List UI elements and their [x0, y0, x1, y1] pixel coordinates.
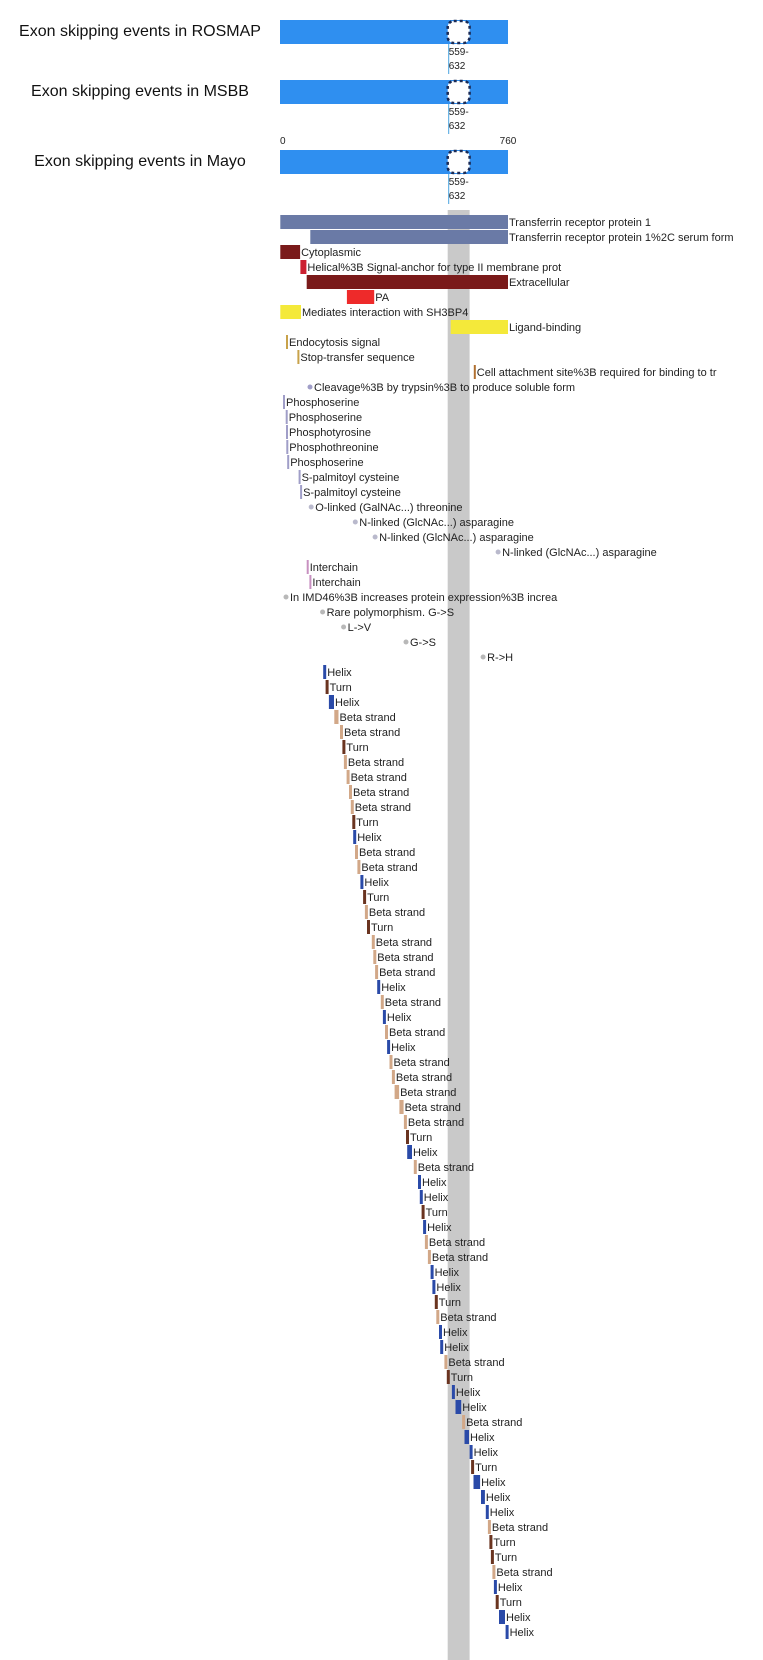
feature-label: Phosphoserine	[290, 457, 364, 469]
feature-label: Turn	[356, 817, 379, 829]
feature-label: Helix	[462, 1402, 487, 1414]
feature-label: Beta strand	[417, 1162, 475, 1174]
feature-label: Beta strand	[377, 952, 434, 964]
feature-label: R->H	[487, 652, 514, 664]
feature-bar	[357, 860, 360, 874]
feature-label: Beta strand	[350, 772, 407, 784]
feature-bar	[323, 665, 326, 679]
feature-bar	[351, 800, 354, 814]
feature-bar	[383, 1010, 386, 1024]
feature-bar	[431, 1265, 434, 1279]
feature-label: O-linked (GalNAc...) threonine	[315, 502, 463, 514]
feature-label: Beta strand	[400, 1087, 457, 1099]
feature-label: Beta strand	[344, 727, 401, 739]
feature-bar	[451, 320, 508, 334]
feature-label: Turn	[425, 1207, 448, 1219]
feature-bar	[494, 1580, 497, 1594]
exon-end-label: 632	[448, 61, 466, 72]
feature-label: Turn	[494, 1552, 518, 1564]
exon-start-label: 559-	[448, 177, 469, 188]
exon-start-label: 559-	[448, 107, 469, 118]
feature-label: Beta strand	[395, 1072, 453, 1084]
feature-label: Helix	[422, 1177, 447, 1189]
exon-skip-region	[448, 81, 470, 103]
feature-label: Helix	[391, 1042, 416, 1054]
feature-bar	[280, 215, 508, 229]
feature-bar	[280, 305, 301, 319]
feature-dot	[308, 385, 313, 390]
feature-label: Turn	[410, 1132, 433, 1144]
feature-label: N-linked (GlcNAc...) asparagine	[359, 517, 514, 529]
feature-tick	[286, 440, 288, 454]
feature-label: Turn	[493, 1537, 516, 1549]
feature-bar	[334, 710, 338, 724]
feature-label: Helix	[413, 1147, 438, 1159]
feature-bar	[420, 1190, 423, 1204]
feature-label: Helix	[443, 1327, 468, 1339]
exon-skip-region	[448, 21, 470, 43]
feature-bar	[280, 245, 300, 259]
feature-label: Interchain	[309, 562, 359, 574]
feature-bar	[352, 815, 355, 829]
feature-label: Cytoplasmic	[301, 247, 362, 259]
feature-label: Beta strand	[368, 907, 426, 919]
feature-tick	[474, 365, 476, 379]
feature-label: Ligand-binding	[509, 322, 582, 334]
feature-label: Beta strand	[359, 847, 416, 859]
feature-bar	[390, 1055, 393, 1069]
feature-bar	[439, 1325, 442, 1339]
feature-dot	[341, 625, 346, 630]
feature-label: Beta strand	[347, 757, 405, 769]
feature-label: N-linked (GlcNAc...) asparagine	[502, 547, 657, 559]
feature-bar	[392, 1070, 395, 1084]
exon-end-label: 632	[448, 121, 466, 132]
feature-label: Helix	[357, 832, 382, 844]
feature-label: Turn	[438, 1297, 462, 1309]
feature-bar	[456, 1400, 462, 1414]
feature-label: Helix	[506, 1612, 531, 1624]
feature-bar	[340, 725, 343, 739]
feature-label: Helix	[436, 1282, 461, 1294]
feature-tick	[286, 410, 288, 424]
feature-tick	[283, 395, 285, 409]
feature-tick	[307, 560, 309, 574]
feature-tick	[300, 485, 302, 499]
feature-bar	[447, 1370, 450, 1384]
feature-label: Helix	[489, 1507, 515, 1519]
feature-bar	[307, 275, 508, 289]
feature-label: Beta strand	[361, 862, 418, 874]
feature-bar	[344, 755, 347, 769]
feature-bar	[444, 1355, 447, 1369]
feature-label: Helix	[455, 1387, 481, 1399]
scale-start-label: 0	[280, 136, 286, 147]
feature-bar	[418, 1175, 421, 1189]
feature-label: Beta strand	[496, 1567, 553, 1579]
protein-bar	[280, 150, 508, 174]
exon-start-label: 559-	[448, 47, 469, 58]
feature-tick	[297, 350, 299, 364]
feature-label: Beta strand	[440, 1312, 497, 1324]
feature-bar	[406, 1130, 409, 1144]
feature-bar	[452, 1385, 455, 1399]
feature-label: Turn	[329, 682, 352, 694]
feature-bar	[486, 1505, 489, 1519]
feature-label: Transferrin receptor protein 1%2C serum form	[509, 232, 734, 244]
feature-bar	[381, 995, 384, 1009]
feature-bar	[470, 1445, 473, 1459]
feature-label: Helix	[481, 1477, 506, 1489]
feature-label: Beta strand	[407, 1117, 465, 1129]
feature-label: L->V	[347, 622, 372, 634]
feature-bar	[481, 1490, 485, 1504]
feature-label: Turn	[346, 742, 369, 754]
feature-label: Cleavage%3B by trypsin%3B to produce soluble form	[314, 382, 576, 394]
feature-bar	[425, 1235, 428, 1249]
feature-label: Endocytosis signal	[289, 337, 381, 349]
feature-bar	[349, 785, 352, 799]
feature-label: Beta strand	[375, 937, 433, 949]
feature-bar	[353, 830, 356, 844]
feature-label: Helix	[444, 1342, 469, 1354]
protein-bar	[280, 20, 508, 44]
feature-label: Helix	[509, 1627, 535, 1639]
feature-bar	[496, 1595, 499, 1609]
protein-bar	[280, 80, 508, 104]
feature-label: Phosphotyrosine	[289, 427, 371, 439]
feature-label: Helix	[434, 1267, 460, 1279]
feature-bar	[440, 1340, 443, 1354]
feature-bar	[489, 1535, 492, 1549]
feature-label: Interchain	[312, 577, 361, 589]
track-title: Exon skipping events in MSBB	[31, 83, 249, 100]
feature-bar	[385, 1025, 388, 1039]
scale-end-label: 760	[499, 136, 517, 147]
feature-bar	[347, 290, 374, 304]
feature-dot	[309, 505, 314, 510]
feature-bar	[436, 1310, 439, 1324]
feature-label: Beta strand	[384, 997, 442, 1009]
feature-bar	[310, 230, 508, 244]
feature-bar	[465, 1430, 470, 1444]
feature-bar	[491, 1550, 494, 1564]
feature-bar	[488, 1520, 491, 1534]
track-title: Exon skipping events in Mayo	[34, 153, 246, 170]
feature-bar	[423, 1220, 426, 1234]
feature-bar	[404, 1115, 407, 1129]
feature-bar	[428, 1250, 431, 1264]
feature-label: Rare polymorphism. G->S	[326, 607, 455, 619]
feature-label: Helical%3B Signal-anchor for type II membrane prot	[307, 262, 562, 274]
feature-bar	[471, 1460, 474, 1474]
feature-label: Beta strand	[389, 1027, 446, 1039]
feature-bar	[372, 935, 375, 949]
feature-label: G->S	[410, 637, 436, 649]
feature-label: Transferrin receptor protein 1	[509, 217, 652, 229]
feature-bar	[377, 980, 380, 994]
feature-label: Helix	[485, 1492, 511, 1504]
feature-bar	[347, 770, 350, 784]
feature-label: Beta strand	[448, 1357, 505, 1369]
feature-bar	[399, 1100, 403, 1114]
feature-label: S-palmitoyl cysteine	[301, 472, 400, 484]
feature-label: Cell attachment site%3B required for binding to tr	[476, 367, 717, 379]
exon-end-label: 632	[448, 191, 466, 202]
feature-bar	[407, 1145, 412, 1159]
feature-bar	[300, 260, 306, 274]
feature-label: Beta strand	[428, 1237, 486, 1249]
feature-bar	[506, 1625, 509, 1639]
feature-label: Turn	[475, 1462, 498, 1474]
feature-dot	[373, 535, 378, 540]
feature-dot	[284, 595, 289, 600]
feature-label: Phosphoserine	[288, 412, 363, 424]
feature-label: Helix	[427, 1222, 452, 1234]
feature-bar	[375, 965, 378, 979]
feature-bar	[414, 1160, 417, 1174]
feature-label: Helix	[364, 877, 389, 889]
feature-dot	[481, 655, 486, 660]
feature-tick	[309, 575, 311, 589]
feature-bar	[363, 890, 366, 904]
feature-label: Beta strand	[431, 1252, 489, 1264]
feature-label: Phosphoserine	[286, 397, 360, 409]
feature-tick	[286, 425, 288, 439]
exon-skip-region	[448, 151, 470, 173]
feature-bar	[326, 680, 329, 694]
feature-label: Extracellular	[509, 277, 570, 289]
track-title: Exon skipping events in ROSMAP	[19, 23, 261, 40]
feature-bar	[422, 1205, 425, 1219]
feature-label: Stop-transfer sequence	[300, 352, 415, 364]
feature-label: Beta strand	[339, 712, 396, 724]
feature-label: S-palmitoyl cysteine	[303, 487, 401, 499]
feature-label: Beta strand	[393, 1057, 450, 1069]
feature-label: Helix	[423, 1192, 449, 1204]
feature-label: Beta strand	[491, 1522, 549, 1534]
feature-label: Turn	[367, 892, 390, 904]
feature-bar	[432, 1280, 435, 1294]
feature-dot	[496, 550, 501, 555]
feature-bar	[462, 1415, 465, 1429]
feature-bar	[367, 920, 370, 934]
feature-label: Turn	[450, 1372, 474, 1384]
feature-label: Beta strand	[466, 1417, 523, 1429]
feature-bar	[435, 1295, 438, 1309]
feature-label: Helix	[473, 1447, 499, 1459]
feature-bar	[387, 1040, 390, 1054]
feature-bar	[499, 1610, 505, 1624]
feature-bar	[395, 1085, 400, 1099]
feature-bar	[329, 695, 334, 709]
feature-label: Helix	[327, 667, 352, 679]
feature-dot	[320, 610, 325, 615]
feature-label: N-linked (GlcNAc...) asparagine	[379, 532, 534, 544]
feature-label: Mediates interaction with SH3BP4	[302, 307, 469, 319]
feature-bar	[474, 1475, 481, 1489]
feature-label: In IMD46%3B increases protein expression%3B increa	[290, 592, 558, 604]
feature-tick	[286, 335, 288, 349]
feature-label: Helix	[335, 697, 360, 709]
feature-label: Beta strand	[404, 1102, 461, 1114]
feature-bar	[492, 1565, 495, 1579]
feature-tick	[299, 470, 301, 484]
feature-label: PA	[375, 292, 390, 304]
feature-bar	[365, 905, 368, 919]
feature-label: Turn	[371, 922, 394, 934]
feature-label: Helix	[470, 1432, 495, 1444]
feature-label: Beta strand	[379, 967, 436, 979]
feature-label: Helix	[386, 1012, 412, 1024]
feature-dot	[404, 640, 409, 645]
feature-dot	[353, 520, 358, 525]
feature-bar	[342, 740, 345, 754]
feature-label: Beta strand	[354, 802, 412, 814]
feature-bar	[373, 950, 376, 964]
feature-bar	[355, 845, 358, 859]
feature-label: Phosphothreonine	[289, 442, 379, 454]
feature-bar	[360, 875, 363, 889]
feature-label: Helix	[381, 982, 406, 994]
feature-tick	[287, 455, 289, 469]
feature-label: Turn	[499, 1597, 522, 1609]
feature-label: Helix	[497, 1582, 523, 1594]
feature-label: Beta strand	[353, 787, 410, 799]
